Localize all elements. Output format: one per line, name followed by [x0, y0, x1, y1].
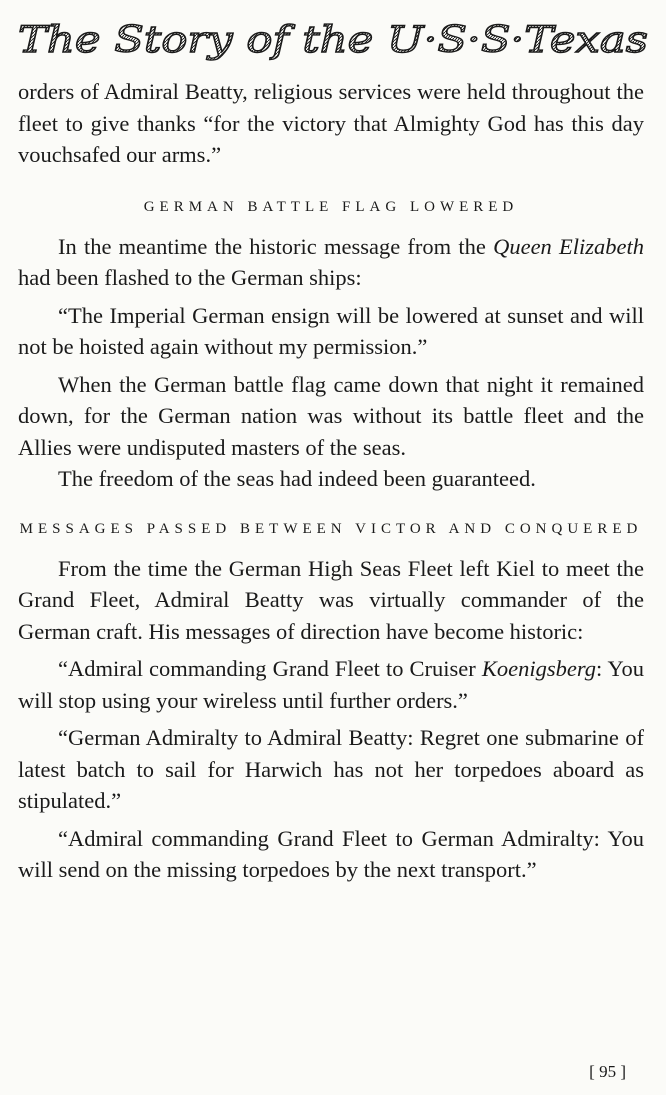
paragraph-6: From the time the German High Seas Fleet left Kiel to meet the Grand Fleet, Admiral Beatty was virtually commander of the German craft. His messages of direction have become historic:: [18, 555, 644, 644]
running-header: [10, 14, 656, 64]
section-heading-messages: MESSAGES PASSED BETWEEN VICTOR AND CONQUERED: [19, 520, 643, 537]
running-title: The Story of the U·S·S·Texas: [18, 20, 648, 61]
paragraph-7-text: “Admiral commanding Grand Fleet to Cruiser: [58, 656, 482, 681]
paragraph-9: “Admiral commanding Grand Fleet to German Admiralty: You will send on the missing torpedoes by the next transport.”: [18, 825, 644, 882]
paragraph-2: [18, 231, 644, 294]
paragraph-2-text: In the meantime the historic message from the: [58, 233, 494, 259]
paragraph-2-text-end: had been flashed to the German ships:: [18, 265, 362, 290]
running-title-lettering: [10, 14, 656, 64]
paragraph-1: orders of Admiral Beatty, religious services were held throughout the fleet to give thanks “for the victory that Almighty God has this day vouchsafed our arms.”: [18, 79, 644, 167]
section-heading-battle-flag: GERMAN BATTLE FLAG LOWERED: [143, 198, 519, 215]
paragraph-5: The freedom of the seas had indeed been guaranteed.: [58, 466, 536, 491]
paragraph-8: “German Admiralty to Admiral Beatty: Regret one submarine of latest batch to sail for Harwich has not her torpedoes aboard as stipulated.”: [18, 725, 644, 813]
page-number: [ 95 ]: [589, 1062, 626, 1081]
ship-name-koenigsberg: Koenigsberg: [481, 656, 597, 681]
ship-name-queen-elizabeth: Queen Elizabeth: [493, 233, 645, 259]
paragraph-7: [18, 653, 644, 716]
paragraph-4: When the German battle flag came down that night it remained down, for the German nation was without its battle fleet and the Allies were undisputed masters of the seas.: [18, 371, 644, 460]
paragraph-7-text-end: : You will stop using your wireless until further orders.”: [18, 656, 644, 713]
paragraph-3: “The Imperial German ensign will be lowered at sunset and will not be hoisted again without my permission.”: [18, 302, 644, 359]
page-body: [18, 76, 644, 886]
